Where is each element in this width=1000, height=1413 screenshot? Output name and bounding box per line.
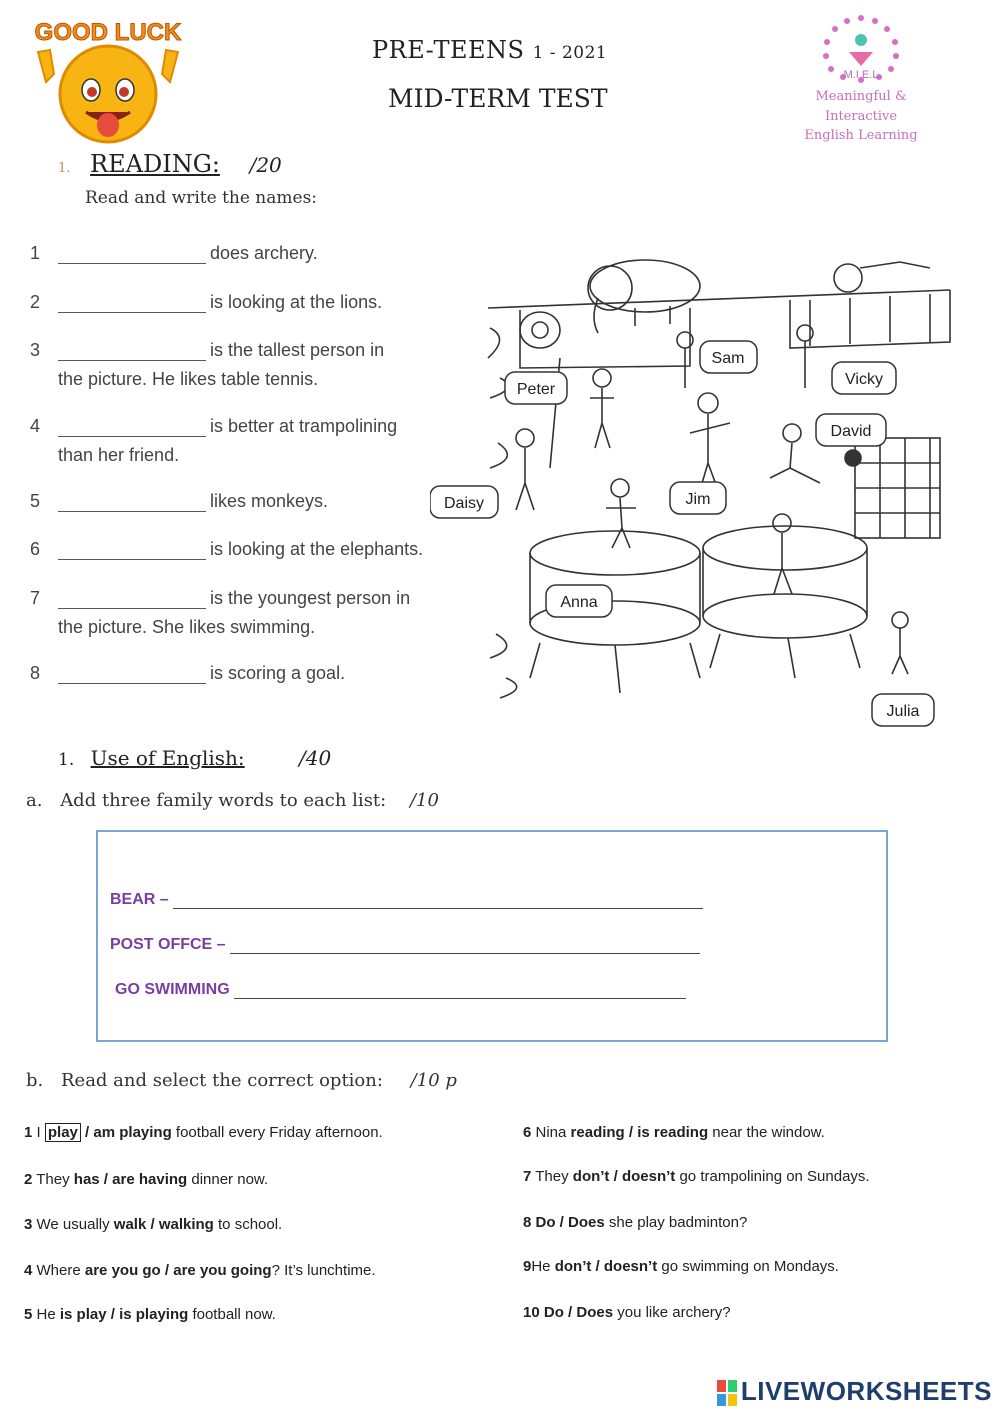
option-item-4 xyxy=(24,1262,376,1279)
question-number: 2 xyxy=(30,292,41,312)
logo-abbr: M.I.E.L xyxy=(843,69,879,81)
question-number: 7 xyxy=(30,588,41,608)
label-julia: Julia xyxy=(886,703,920,720)
item-post: dinner now. xyxy=(191,1171,269,1188)
question-continuation: than her friend. xyxy=(58,445,180,465)
question-number: 6 xyxy=(30,539,41,559)
option-choice-2[interactable]: doesn’t xyxy=(603,1258,658,1275)
part-a-instruction-row xyxy=(26,790,439,811)
label-vicky: Vicky xyxy=(845,371,883,388)
family-row-bear xyxy=(110,891,703,909)
option-separator: / xyxy=(591,1258,604,1275)
use-of-english-title: Use of English: xyxy=(90,746,245,770)
option-choice-2[interactable]: doesn’t xyxy=(621,1168,676,1185)
item-number: 4 xyxy=(24,1262,33,1279)
option-item-9 xyxy=(523,1258,839,1275)
part-b-label: b. xyxy=(26,1070,44,1091)
zoo-picture xyxy=(430,238,952,730)
option-choice-1[interactable]: Do xyxy=(543,1304,564,1321)
family-answer-line[interactable] xyxy=(173,892,703,909)
reading-question-7 xyxy=(30,588,410,638)
option-choice-2[interactable]: is playing xyxy=(119,1306,189,1323)
option-separator: / xyxy=(99,1171,113,1188)
page-subtitle: MID-TERM TEST xyxy=(388,84,608,113)
option-separator: / xyxy=(80,1124,94,1141)
option-separator: / xyxy=(609,1168,622,1185)
option-separator: / xyxy=(555,1214,569,1231)
family-row-post-office xyxy=(110,936,700,954)
brand-text: LIVEWORKSHEETS xyxy=(740,1376,992,1406)
question-continuation: the picture. He likes table tennis. xyxy=(58,369,319,389)
part-a-label: a. xyxy=(26,790,43,811)
option-choice-2[interactable]: are you going xyxy=(173,1262,272,1279)
option-choice-2[interactable]: am playing xyxy=(93,1124,172,1141)
option-separator: / xyxy=(160,1262,174,1279)
part-a-score: /10 xyxy=(409,790,439,811)
item-pre: Nina xyxy=(535,1124,567,1141)
title-level: PRE-TEENS xyxy=(372,36,525,64)
option-separator: / xyxy=(624,1124,638,1141)
answer-blank[interactable] xyxy=(58,493,206,512)
answer-blank[interactable] xyxy=(58,294,206,313)
reading-instruction: Read and write the names: xyxy=(85,188,318,208)
option-separator: / xyxy=(146,1216,159,1233)
label-david: David xyxy=(830,423,872,440)
part-b-score: /10 p xyxy=(410,1070,457,1091)
logo-line2: English Learning xyxy=(804,128,918,143)
picture-name-labels xyxy=(430,341,934,726)
item-post: she play badminton? xyxy=(608,1214,748,1231)
option-choice-2[interactable]: Does xyxy=(576,1304,614,1321)
item-number: 6 xyxy=(523,1124,532,1141)
family-row-go-swimming xyxy=(115,981,686,999)
option-choice-2[interactable]: is reading xyxy=(637,1124,709,1141)
use-of-english-number: 1. xyxy=(58,750,75,770)
option-choice-2[interactable]: Does xyxy=(568,1214,605,1231)
question-number: 4 xyxy=(30,416,41,436)
reading-title: READING: xyxy=(90,150,220,178)
option-choice-2[interactable]: walking xyxy=(158,1216,214,1233)
question-text: is the youngest person in xyxy=(210,588,411,608)
option-item-6 xyxy=(523,1124,825,1141)
item-post: football now. xyxy=(192,1306,276,1323)
item-post: you like archery? xyxy=(617,1304,731,1321)
reading-question-6 xyxy=(30,539,423,560)
option-choice-1[interactable]: don’t xyxy=(572,1168,610,1185)
question-text: is looking at the elephants. xyxy=(210,539,424,559)
label-anna: Anna xyxy=(560,594,598,611)
item-post: football every Friday afternoon. xyxy=(175,1124,383,1141)
option-item-8 xyxy=(523,1214,747,1231)
option-item-3 xyxy=(24,1216,282,1233)
label-daisy: Daisy xyxy=(443,495,485,512)
item-number: 8 xyxy=(523,1214,532,1231)
option-choice-2[interactable]: are having xyxy=(112,1171,188,1188)
item-pre: He xyxy=(531,1258,551,1275)
question-number: 3 xyxy=(30,340,41,360)
item-number: 10 xyxy=(523,1304,540,1321)
question-number: 1 xyxy=(30,243,41,263)
question-text: does archery. xyxy=(210,243,318,263)
liveworksheets-brand[interactable] xyxy=(717,1376,992,1407)
miel-logo xyxy=(786,12,936,142)
family-row-label: GO SWIMMING xyxy=(115,981,230,998)
label-sam: Sam xyxy=(711,350,745,367)
miel-logo-icon xyxy=(811,12,911,87)
item-number: 3 xyxy=(24,1216,33,1233)
use-of-english-heading xyxy=(58,746,331,770)
option-choice-1[interactable]: play xyxy=(45,1123,81,1142)
item-pre: I xyxy=(36,1124,41,1141)
item-number: 9 xyxy=(523,1258,532,1275)
item-pre: They xyxy=(36,1171,70,1188)
option-choice-1[interactable]: reading xyxy=(570,1124,625,1141)
option-item-10 xyxy=(523,1304,731,1321)
question-number: 8 xyxy=(30,663,41,683)
reading-question-3 xyxy=(30,340,384,390)
question-text: likes monkeys. xyxy=(210,491,329,511)
item-pre: We usually xyxy=(36,1216,110,1233)
item-number: 1 xyxy=(24,1124,33,1141)
item-number: 2 xyxy=(24,1171,33,1188)
option-choice-1[interactable]: don’t xyxy=(554,1258,592,1275)
reading-score: /20 xyxy=(249,153,282,177)
item-number: 7 xyxy=(523,1168,532,1185)
option-choice-1[interactable]: is play xyxy=(59,1306,107,1323)
option-item-7 xyxy=(523,1168,870,1185)
family-row-label: POST OFFCE – xyxy=(110,936,226,953)
answer-blank[interactable] xyxy=(58,590,206,609)
option-choice-1[interactable]: walk xyxy=(113,1216,147,1233)
option-item-1 xyxy=(24,1124,383,1141)
answer-blank[interactable] xyxy=(58,665,206,684)
family-row-label: BEAR – xyxy=(110,891,169,908)
smiley-icon xyxy=(28,12,190,147)
option-separator: / xyxy=(563,1304,577,1321)
reading-question-5 xyxy=(30,491,328,512)
answer-blank[interactable] xyxy=(58,418,206,437)
label-jim: Jim xyxy=(685,491,711,508)
use-of-english-score: /40 xyxy=(299,746,332,770)
reading-number: 1. xyxy=(58,161,71,176)
part-a-instruction: Add three family words to each list: xyxy=(60,790,387,811)
answer-blank[interactable] xyxy=(58,245,206,264)
answer-blank[interactable] xyxy=(58,342,206,361)
question-text: is better at trampolining xyxy=(210,416,398,436)
family-answer-line[interactable] xyxy=(234,982,686,999)
title-year: 1 - 2021 xyxy=(532,43,608,63)
logo-line1: Meaningful & Interactive xyxy=(815,89,907,124)
reading-question-4 xyxy=(30,416,397,466)
liveworksheets-logo-icon xyxy=(717,1380,737,1406)
item-pre: He xyxy=(36,1306,56,1323)
question-continuation: the picture. She likes swimming. xyxy=(58,617,316,637)
item-post: ? It’s lunchtime. xyxy=(271,1262,376,1279)
part-b-instruction-row xyxy=(26,1070,457,1091)
question-number: 5 xyxy=(30,491,41,511)
reading-heading xyxy=(58,150,282,178)
item-post: go swimming on Mondays. xyxy=(661,1258,839,1275)
item-pre: Where xyxy=(36,1262,81,1279)
option-separator: / xyxy=(106,1306,120,1323)
page-title xyxy=(372,36,607,64)
good-luck-sticker xyxy=(28,12,190,147)
item-number: 5 xyxy=(24,1306,33,1323)
option-item-2 xyxy=(24,1171,268,1188)
item-pre: They xyxy=(535,1168,569,1185)
item-post: to school. xyxy=(218,1216,283,1233)
item-post: near the window. xyxy=(712,1124,825,1141)
label-peter: Peter xyxy=(516,381,556,398)
item-post: go trampolining on Sundays. xyxy=(679,1168,870,1185)
zoo-illustration xyxy=(430,238,952,730)
reading-question-2 xyxy=(30,292,382,313)
option-choice-1[interactable]: Do xyxy=(535,1214,556,1231)
option-choice-1[interactable]: has xyxy=(73,1171,100,1188)
family-answer-line[interactable] xyxy=(230,937,700,954)
option-choice-1[interactable]: are you go xyxy=(84,1262,161,1279)
sticker-text: GOOD LUCK xyxy=(34,19,182,46)
reading-question-8 xyxy=(30,663,345,684)
question-text: is the tallest person in xyxy=(210,340,385,360)
question-text: is scoring a goal. xyxy=(210,663,346,683)
part-b-instruction: Read and select the correct option: xyxy=(60,1070,383,1091)
option-item-5 xyxy=(24,1306,276,1323)
question-text: is looking at the lions. xyxy=(210,292,383,312)
reading-question-1 xyxy=(30,243,318,264)
answer-blank[interactable] xyxy=(58,541,206,560)
